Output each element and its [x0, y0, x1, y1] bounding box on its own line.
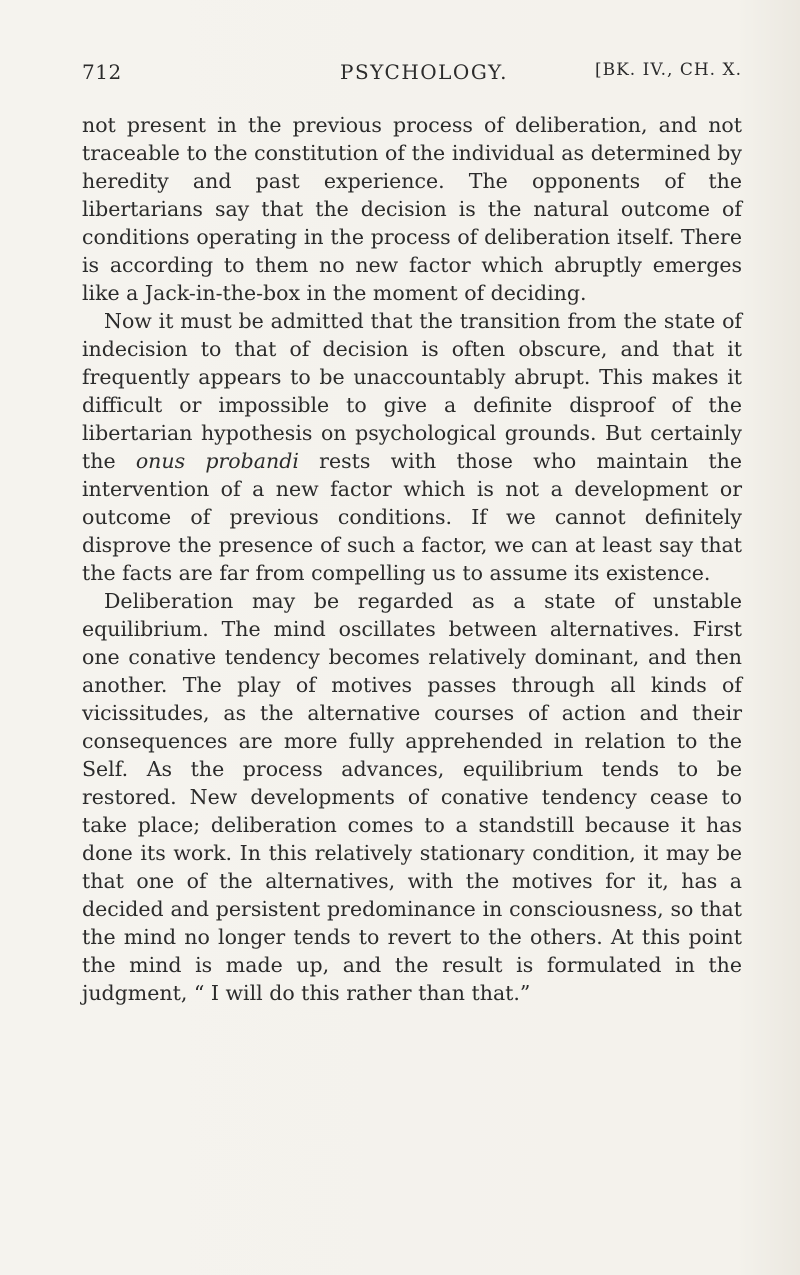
paragraph-onus-probandi	[82, 307, 742, 587]
page-number: 712	[82, 60, 122, 84]
running-header	[82, 60, 742, 92]
running-title: PSYCHOLOGY.	[340, 60, 508, 84]
paragraph-continuation: not present in the previous process of deliberation, and not traceable to the constitution of the individual as determined by heredity and past experience. The opponents of the libertarians say that the decision is the natural outcome of conditions operating in the process of deliberation itself. There is according to them no new factor which abruptly emerges like a Jack-in-the-box in the moment of deciding.	[82, 113, 742, 305]
paragraph-text-before: Now it must be admitted that the transition from the state of indecision to that of decision is often obscure, and that it frequently appears to be unaccountably abrupt. This makes it difficult or impossible to give a definite disproof of the libertarian hypothesis on psychological grounds. But certainly the	[82, 309, 742, 473]
paragraph-deliberation: Deliberation may be regarded as a state of unstable equilibrium. The mind oscillates between alternatives. First one conative tendency becomes relatively dominant, and then another. The play of motives passes through all kinds of vicissitudes, as the alternative courses of action and their consequences are more fully apprehended in relation to the Self. As the process advances, equilibrium tends to be restored. New developments of conative tendency cease to take place; deliberation comes to a standstill because it has done its work. In this relatively stationary condition, it may be that one of the alternatives, with the motives for it, has a decided and persistent predominance in consciousness, so that the mind no longer tends to revert to the others. At this point the mind is made up, and the result is formulated in the judgment, “ I will do this rather than that.”	[82, 589, 742, 1005]
italic-term: onus probandi	[135, 449, 299, 473]
paragraph-text-after: rests with those who maintain the intervention of a new factor which is not a development or outcome of previous conditions. If we cannot definitely disprove the presence of such a factor, we can at least say that the facts are far from compelling us to assume its existence.	[82, 449, 742, 585]
section-reference: [BK. IV., CH. X.	[594, 60, 742, 80]
body-text	[82, 111, 742, 1007]
